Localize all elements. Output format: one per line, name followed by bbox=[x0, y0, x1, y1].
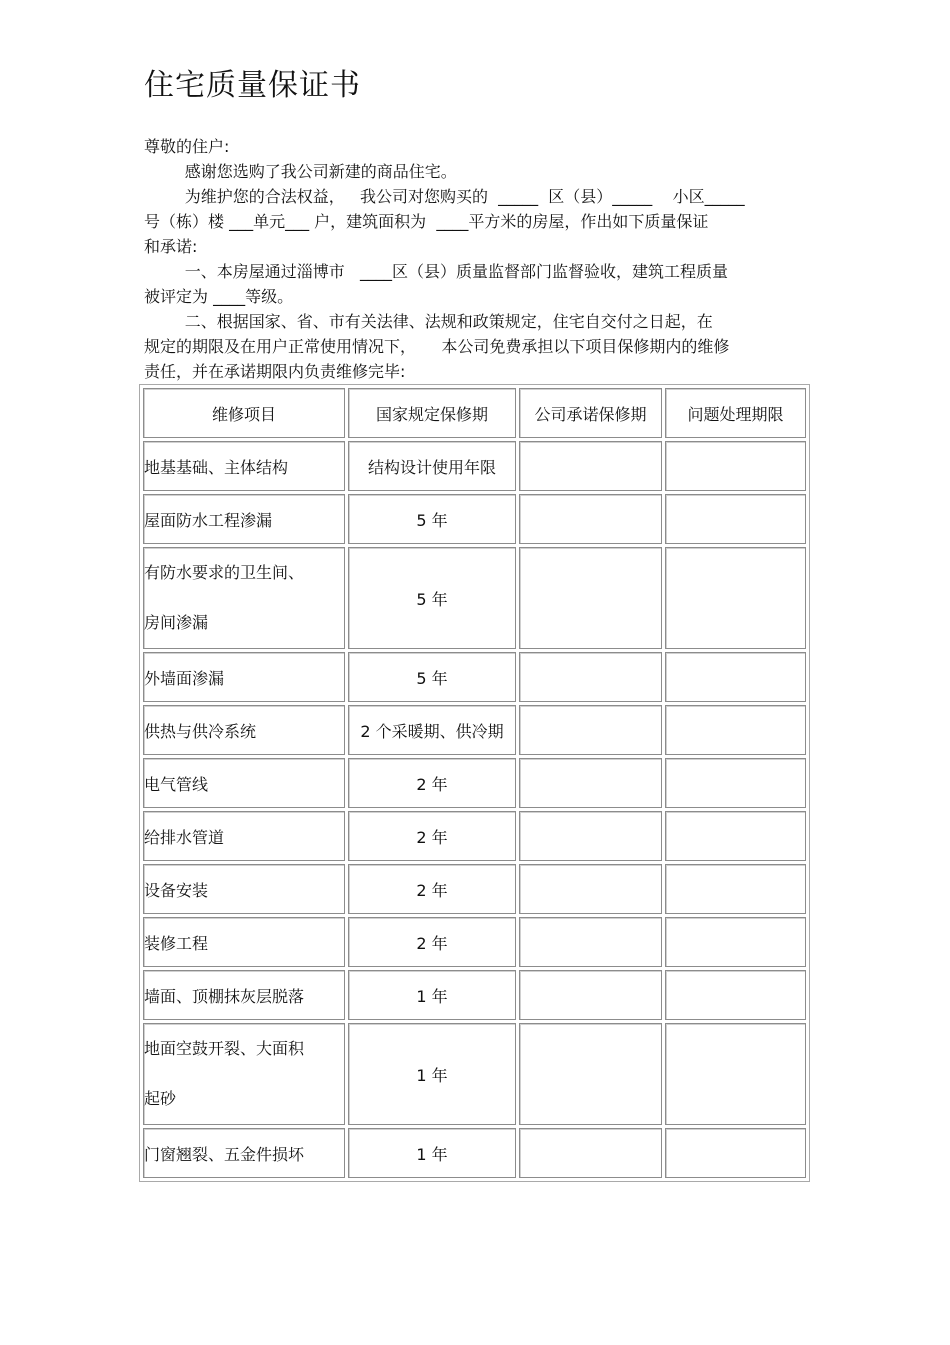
company-period-cell bbox=[519, 705, 662, 755]
repair-item-cell: 供热与供冷系统 bbox=[143, 705, 345, 755]
paragraph-1-line-2: 号（栋）楼 ___单元___ 户，建筑面积为 ____平方米的房屋，作出如下质量保证 bbox=[144, 212, 709, 231]
repair-item-cell: 电气管线 bbox=[143, 758, 345, 808]
deadline-cell bbox=[665, 864, 806, 914]
table-row bbox=[143, 970, 806, 1020]
table-row bbox=[143, 917, 806, 967]
repair-item-line-2: 起砂 bbox=[144, 1089, 177, 1108]
paragraph-1-line-3: 和承诺: bbox=[144, 237, 198, 256]
repair-item-cell: 给排水管道 bbox=[143, 811, 345, 861]
national-period-cell: 1 年 bbox=[348, 1023, 516, 1125]
table-row bbox=[143, 811, 806, 861]
national-period-cell: 2 年 bbox=[348, 758, 516, 808]
deadline-cell bbox=[665, 705, 806, 755]
national-period-cell: 2 年 bbox=[348, 864, 516, 914]
paragraph-2-line-1: 一、本房屋通过淄博市 ____区（县）质量监督部门监督验收，建筑工程质量 bbox=[144, 262, 728, 281]
repair-item-cell: 地基基础、主体结构 bbox=[143, 441, 345, 491]
table-row bbox=[143, 705, 806, 755]
company-period-cell bbox=[519, 811, 662, 861]
company-period-cell bbox=[519, 864, 662, 914]
company-period-cell bbox=[519, 1128, 662, 1178]
repair-item-cell bbox=[143, 1023, 345, 1125]
deadline-cell bbox=[665, 441, 806, 491]
paragraph-1-line-1: 为维护您的合法权益， 我公司对您购买的 _____ 区（县）_____ 小区_____ bbox=[144, 187, 745, 206]
repair-item-cell: 屋面防水工程渗漏 bbox=[143, 494, 345, 544]
deadline-cell bbox=[665, 917, 806, 967]
paragraph-3-line-1: 二、根据国家、省、市有关法律、法规和政策规定，住宅自交付之日起，在 bbox=[144, 312, 713, 331]
document-title: 住宅质量保证书 bbox=[144, 68, 361, 103]
repair-item-line-2: 房间渗漏 bbox=[144, 613, 209, 632]
deadline-cell bbox=[665, 1023, 806, 1125]
national-period-cell: 5 年 bbox=[348, 547, 516, 649]
header-processing-deadline: 问题处理期限 bbox=[665, 388, 806, 438]
company-period-cell bbox=[519, 441, 662, 491]
header-national-period: 国家规定保修期 bbox=[348, 388, 516, 438]
company-period-cell bbox=[519, 494, 662, 544]
table-row bbox=[143, 547, 806, 649]
repair-item-cell: 门窗翘裂、五金件损坏 bbox=[143, 1128, 345, 1178]
table-row bbox=[143, 652, 806, 702]
deadline-cell bbox=[665, 547, 806, 649]
header-company-period: 公司承诺保修期 bbox=[519, 388, 662, 438]
company-period-cell bbox=[519, 547, 662, 649]
repair-item-line-1: 地面空鼓开裂、大面积 bbox=[144, 1039, 305, 1058]
deadline-cell bbox=[665, 494, 806, 544]
salutation: 尊敬的住户: bbox=[144, 137, 230, 156]
repair-item-cell bbox=[143, 547, 345, 649]
paragraph-2-line-2: 被评定为 ____等级。 bbox=[144, 287, 294, 306]
repair-item-cell: 设备安装 bbox=[143, 864, 345, 914]
national-period-cell: 5 年 bbox=[348, 494, 516, 544]
national-period-cell: 2 年 bbox=[348, 917, 516, 967]
table-row bbox=[143, 441, 806, 491]
deadline-cell bbox=[665, 1128, 806, 1178]
warranty-table bbox=[139, 384, 810, 1182]
national-period-cell: 2 年 bbox=[348, 811, 516, 861]
national-period-cell: 1 年 bbox=[348, 1128, 516, 1178]
table-row bbox=[143, 864, 806, 914]
company-period-cell bbox=[519, 652, 662, 702]
paragraph-3-line-3: 责任，并在承诺期限内负责维修完毕: bbox=[144, 362, 406, 381]
company-period-cell bbox=[519, 970, 662, 1020]
company-period-cell bbox=[519, 917, 662, 967]
deadline-cell bbox=[665, 758, 806, 808]
table-row bbox=[143, 1023, 806, 1125]
deadline-cell bbox=[665, 811, 806, 861]
deadline-cell bbox=[665, 970, 806, 1020]
header-repair-item: 维修项目 bbox=[143, 388, 345, 438]
company-period-cell bbox=[519, 758, 662, 808]
national-period-cell: 结构设计使用年限 bbox=[348, 441, 516, 491]
thanks-paragraph: 感谢您选购了我公司新建的商品住宅。 bbox=[144, 162, 457, 181]
table-row bbox=[143, 758, 806, 808]
table-header-row bbox=[143, 388, 806, 438]
company-period-cell bbox=[519, 1023, 662, 1125]
national-period-cell: 2 个采暖期、供冷期 bbox=[348, 705, 516, 755]
repair-item-cell: 墙面、顶棚抹灰层脱落 bbox=[143, 970, 345, 1020]
table-row bbox=[143, 1128, 806, 1178]
table-row bbox=[143, 494, 806, 544]
repair-item-cell: 外墙面渗漏 bbox=[143, 652, 345, 702]
repair-item-line-1: 有防水要求的卫生间、 bbox=[144, 563, 305, 582]
deadline-cell bbox=[665, 652, 806, 702]
national-period-cell: 5 年 bbox=[348, 652, 516, 702]
paragraph-3-line-2: 规定的期限及在用户正常使用情况下， 本公司免费承担以下项目保修期内的维修 bbox=[144, 337, 730, 356]
national-period-cell: 1 年 bbox=[348, 970, 516, 1020]
repair-item-cell: 装修工程 bbox=[143, 917, 345, 967]
